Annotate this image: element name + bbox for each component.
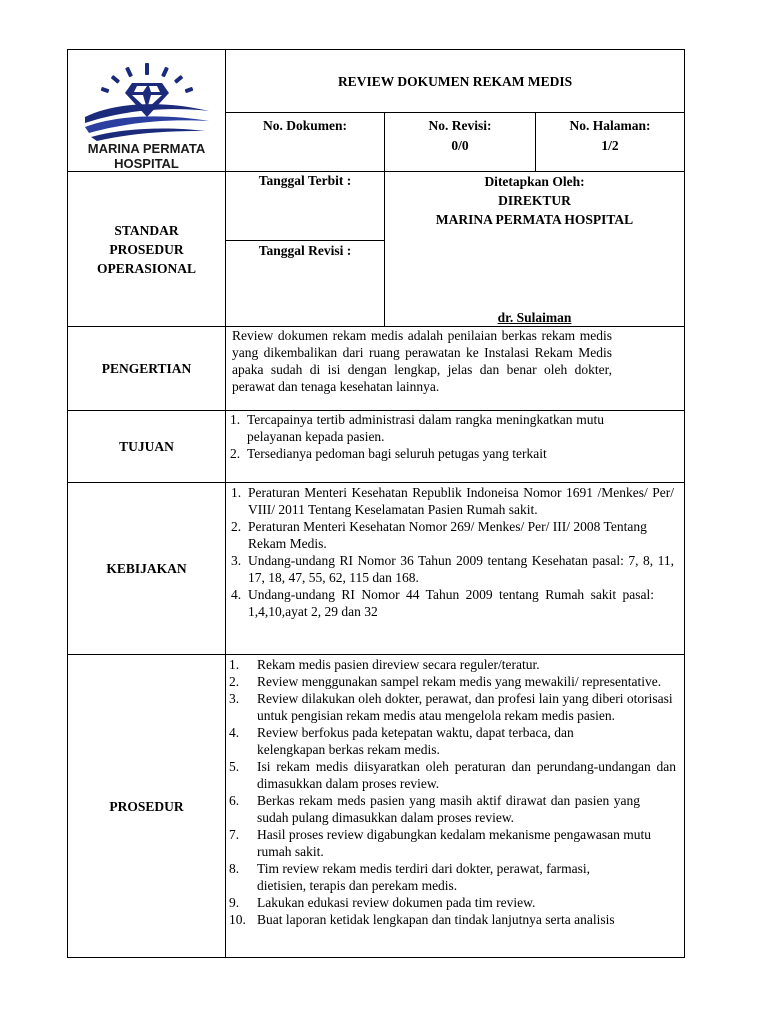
hospital-logo — [68, 51, 225, 171]
no-revisi-cell — [385, 113, 536, 172]
prosedur-label: PROSEDUR — [109, 798, 184, 814]
tujuan-list-cell — [226, 411, 685, 483]
no-halaman-cell — [536, 113, 685, 172]
pengertian-text-cell — [226, 327, 685, 411]
list-item: 2. Review menggunakan sampel rekam medis yang mewakili/ representative. — [229, 674, 662, 689]
ditetapkan-role: DIREKTUR — [498, 193, 571, 208]
list-item: 3. Undang-undang RI Nomor 36 Tahun 2009 tentang Kesehatan pasal: 7, 8, 11, 17, 18, 47, 55, 62, 115 dan 168. — [231, 553, 675, 585]
logo-cell — [68, 50, 226, 172]
kebijakan-label-cell — [68, 483, 226, 655]
list-item: 2. Peraturan Menteri Kesehatan Nomor 269/ Menkes/ Per/ III/ 2008 Tentang Rekam Medis. — [231, 519, 647, 551]
list-item: 4. Review berfokus pada ketepatan waktu, dapat terbaca, dan kelengkapan berkas rekam medis. — [229, 725, 574, 757]
list-item: 3. Review dilakukan oleh dokter, perawat, dan profesi lain yang diberi otorisasi untuk pengisian rekam medis atau mengelola rekam medis pasien. — [229, 691, 673, 723]
ditetapkan-org: MARINA PERMATA HOSPITAL — [435, 212, 634, 227]
pengertian-label: PENGERTIAN — [101, 361, 192, 376]
sop-label-cell — [68, 172, 226, 327]
tujuan-label: TUJUAN — [119, 439, 174, 454]
ditetapkan-label: Ditetapkan Oleh: — [484, 174, 585, 189]
tujuan-list — [226, 411, 604, 462]
kebijakan-list — [226, 484, 674, 620]
list-item: 9. Lakukan edukasi review dokumen pada tim review. — [229, 895, 536, 910]
list-item: 1. Peraturan Menteri Kesehatan Republik Indoneisa Nomor 1691 /Menkes/ Per/ VIII/ 2011 Tentang Keselamatan Pasien Rumah sakit. — [231, 485, 675, 517]
diamond-logo-icon — [77, 61, 217, 141]
logo-text-line1: MARINA PERMATA — [87, 140, 206, 156]
document-title: REVIEW DOKUMEN REKAM MEDIS — [337, 73, 573, 89]
list-item: 10. Buat laporan ketidak lengkapan dan tindak lanjutnya serta analisis — [229, 912, 615, 927]
pengertian-text: Review dokumen rekam medis adalah penilaian berkas rekam medis yang dikembalikan dari ruang perawatan ke Instalasi Rekam Medis apaka sudah di isi dengan lengkap, jelas dan benar oleh dokter, perawat dan tenaga kesehatan lainnya. — [232, 328, 613, 394]
list-item: 1. Rekam medis pasien direview secara reguler/teratur. — [229, 657, 540, 672]
no-revisi-value: 0/0 — [451, 138, 469, 153]
list-item: 8. Tim review rekam medis terdiri dari dokter, perawat, farmasi, dietisien, terapis dan perekam medis. — [229, 861, 590, 893]
prosedur-list-cell — [226, 655, 685, 958]
sop-label-line2: PROSEDUR — [109, 241, 184, 257]
kebijakan-list-cell — [226, 483, 685, 655]
ditetapkan-cell — [385, 172, 685, 327]
list-item: 2. Tersedianya pedoman bagi seluruh petugas yang terkait — [230, 446, 547, 461]
list-item: 7. Hasil proses review digabungkan kedalam mekanisme pengawasan mutu rumah sakit. — [229, 827, 652, 859]
document-title-cell — [226, 50, 685, 113]
list-item: 4. Undang-undang RI Nomor 44 Tahun 2009 tentang Rumah sakit pasal: 1,4,10,ayat 2, 29 dan 32 — [231, 587, 655, 619]
tanggal-revisi-label: Tanggal Revisi : — [258, 242, 352, 258]
prosedur-list — [226, 656, 676, 928]
no-dokumen-label: No. Dokumen: — [262, 118, 347, 133]
no-halaman-value: 1/2 — [601, 138, 619, 153]
tanggal-revisi-cell — [226, 240, 384, 326]
pengertian-label-cell — [68, 327, 226, 411]
kebijakan-label: KEBIJAKAN — [106, 561, 187, 576]
no-revisi-label: No. Revisi: — [428, 118, 492, 133]
tanggal-terbit-cell — [226, 172, 384, 240]
prosedur-label-cell — [68, 655, 226, 958]
list-item: 1. Tercapainya tertib administrasi dalam rangka meningkatkan mutu pelayanan kepada pasien. — [230, 412, 605, 444]
sop-label-line3: OPERASIONAL — [96, 260, 196, 276]
no-halaman-label: No. Halaman: — [569, 118, 651, 133]
sop-label-line1: STANDAR — [114, 222, 179, 238]
sop-document-table — [67, 49, 685, 958]
list-item: 5. Isi rekam medis diisyaratkan oleh peraturan dan perundang-undangan dan dimasukkan dalam proses review. — [229, 759, 677, 791]
tujuan-label-cell — [68, 411, 226, 483]
logo-text-line2: HOSPITAL — [114, 155, 179, 171]
list-item: 6. Berkas rekam meds pasien yang masih aktif dirawat dan pasien yang sudah pulang dimasukkan dalam proses review. — [229, 793, 641, 825]
signer-name: dr. Sulaiman — [497, 310, 572, 325]
no-dokumen-cell — [226, 113, 385, 172]
tanggal-terbit-label: Tanggal Terbit : — [258, 173, 352, 188]
tanggal-cell — [226, 172, 385, 327]
